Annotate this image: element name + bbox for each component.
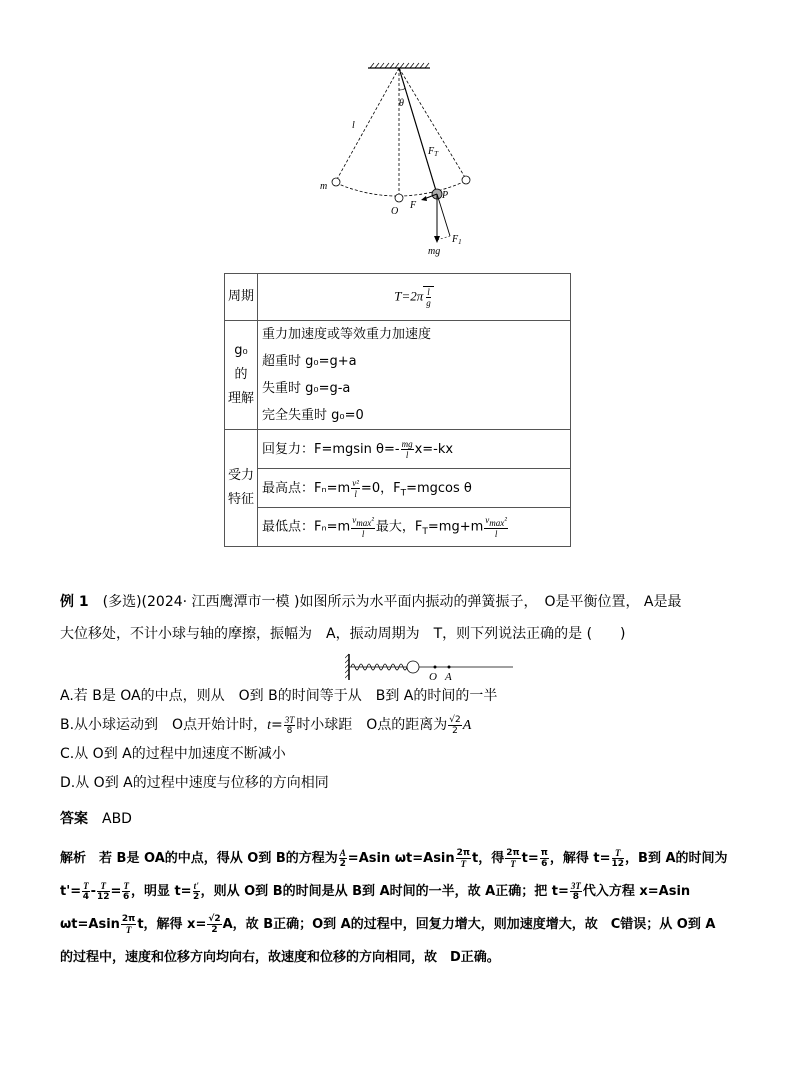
highest-tail: =0，F <box>360 481 401 496</box>
l-over-g <box>426 287 431 308</box>
label-p: P <box>442 190 449 201</box>
frac-num: T <box>612 848 625 859</box>
label-l: l <box>352 120 355 131</box>
frac-num: 2π <box>456 848 471 858</box>
t-sub: T <box>400 488 407 499</box>
g0-label-1: g₀的 <box>234 343 248 382</box>
t-sub: T <box>422 527 428 538</box>
period-formula: T=2π <box>394 288 424 304</box>
analysis-2e: 代入方程 x=Asin <box>582 884 691 899</box>
frac-den: T <box>460 859 467 869</box>
option-d: D.从 O到 A的过程中速度与位移的方向相同 <box>60 775 329 791</box>
sqrt2-over-2 <box>448 715 461 736</box>
point-o <box>434 666 437 669</box>
force-label-1: 受力 <box>228 468 255 483</box>
analysis-3a: ωt=Asin <box>60 917 120 932</box>
frac-den: 6 <box>123 892 130 902</box>
frac-num: 3T <box>284 714 295 725</box>
a-var: A <box>462 718 472 733</box>
option-c: C.从 O到 A的过程中加速度不断减小 <box>60 746 286 762</box>
frac-num: √2 <box>208 914 221 924</box>
frac-num: 2π <box>121 914 136 924</box>
label-f1 <box>451 234 462 246</box>
frac-num: $v_{max}^2$ <box>352 515 374 528</box>
option-b-pre: B.从小球运动到 O点开始计时， <box>60 717 268 733</box>
frac-den: 2 <box>452 725 458 736</box>
analysis-line-1 <box>60 842 740 875</box>
spring-diagram <box>345 652 515 682</box>
option-b-mid: 时小球距 O点的距离为 <box>296 717 448 733</box>
pendulum-summary-table <box>224 273 571 547</box>
frac-den: 2 <box>211 925 218 935</box>
t-var: t <box>267 718 271 733</box>
example-problem <box>60 586 740 974</box>
frac-num: A <box>339 848 346 858</box>
frac-den: 2 <box>192 892 200 902</box>
example-title: 例 1 <box>60 594 89 610</box>
frac-den: 12 <box>611 859 625 869</box>
t-over-6 <box>122 881 130 902</box>
sqrt-sign <box>423 286 434 308</box>
analysis-1d: t= <box>521 851 539 866</box>
row-g0 <box>225 321 571 430</box>
analysis <box>60 842 740 974</box>
analysis-line-3 <box>60 908 740 941</box>
analysis-1a: 若 B是 OA的中点，得从 O到 B的方程为 <box>99 851 338 866</box>
analysis-3c: A，故 B正确；O到 A的过程中，回复力增大，则加速度增大，故 C错误；从 O到 A <box>222 917 716 932</box>
g0-label <box>225 321 258 430</box>
label-mg: mg <box>428 246 441 257</box>
vmax2-over-l-2 <box>484 515 508 539</box>
t-over-12 <box>612 848 625 869</box>
t-over-12-2 <box>97 881 110 902</box>
v2-over-l <box>351 478 360 499</box>
answer-label: 答案 <box>60 811 88 827</box>
frac-num: T <box>97 881 110 892</box>
frac-den: l <box>361 528 365 539</box>
options <box>60 682 740 798</box>
frac-num: mg <box>401 439 413 449</box>
period-formula-cell <box>258 274 571 321</box>
highest-point <box>258 469 571 508</box>
ball-center <box>395 194 403 202</box>
period-label: 周期 <box>225 274 258 321</box>
label-f: F <box>410 200 417 211</box>
lowest-mid: 最大，F <box>375 519 423 535</box>
2pi-over-t-2 <box>505 848 520 869</box>
restoring-tail: x=-kx <box>414 442 454 457</box>
option-b: B.从小球运动到 O点开始计时，t= $\frac{3T}{8}$ 时小球距 O点的距离为 $\frac{√2}{2}$ A <box>60 714 472 736</box>
g0-line-4: 完全失重时 g₀=0 <box>262 408 364 423</box>
ball-left <box>332 178 340 186</box>
row-period <box>225 274 571 321</box>
row-lowest <box>225 508 571 547</box>
analysis-2a: t'= <box>60 884 82 899</box>
mg-over-l <box>401 439 414 460</box>
label-m: m <box>320 181 328 192</box>
vmax2-over-l <box>351 515 375 539</box>
analysis-label: 解析 <box>60 851 87 866</box>
frac-num: 2π <box>506 848 520 858</box>
frac-num: v² <box>352 478 359 488</box>
spring-oscillator-figure <box>345 652 740 682</box>
frac-num: T <box>83 881 89 891</box>
a-over-2 <box>339 848 347 869</box>
frac-den: 8 <box>286 725 293 736</box>
g0-line-1: 重力加速度或等效重力加速度 <box>262 327 432 342</box>
pendulum-diagram <box>300 58 510 263</box>
pendulum-figure <box>300 58 510 263</box>
frac-den: T <box>125 925 132 935</box>
pi-over-6 <box>540 848 549 869</box>
label-theta: θ <box>399 98 404 109</box>
frac-den: g <box>426 298 431 308</box>
frac-den: 8 <box>572 892 579 902</box>
g0-line-3: 失重时 g₀=g-a <box>262 381 351 396</box>
frac-num: π <box>540 848 548 858</box>
force-label <box>225 430 258 547</box>
analysis-1e: ，解得 t= <box>549 851 611 866</box>
lowest-text: 最低点：Fₙ=m <box>262 519 351 535</box>
force-label-2: 特征 <box>228 492 255 507</box>
example-text-1: (多选)(2024· 江西鹰潭市一模 )如图所示为水平面内振动的弹簧振子， O是平衡位置， A是最 <box>102 594 682 610</box>
frac-den: l <box>494 528 498 539</box>
g0-line-2: 超重时 g₀=g+a <box>262 354 357 369</box>
3t-over-8 <box>284 715 296 736</box>
lowest-point <box>258 508 571 547</box>
answer-line <box>60 804 740 834</box>
analysis-2c: ，明显 t= <box>130 884 192 899</box>
analysis-1f: ，B到 A的时间为 <box>625 851 728 866</box>
row-highest <box>225 469 571 508</box>
frac-den: T <box>510 859 516 869</box>
tprime-over-2 <box>193 881 200 902</box>
analysis-1c: t，得 <box>472 851 505 866</box>
option-a: A.若 B是 OA的中点，则从 O到 B的时间等于从 B到 A的时间的一半 <box>60 688 498 704</box>
label-ft-main: F <box>428 146 435 157</box>
restoring-text: 回复力：F=mgsin θ=- <box>262 442 400 457</box>
2pi-over-t <box>456 848 471 869</box>
frac-den: 2 <box>339 859 346 869</box>
example-line-1 <box>60 586 740 618</box>
spring-label-o: O <box>429 671 437 682</box>
oscillator-ball <box>407 661 419 673</box>
ball-right <box>462 176 470 184</box>
2pi-over-t-3 <box>121 914 136 935</box>
frac-num: T <box>123 881 129 891</box>
frac-den: 12 <box>97 892 110 902</box>
analysis-2d: ，则从 O到 B的时间是从 B到 A时间的一半，故 A正确；把 t= <box>200 884 569 899</box>
label-f1-sub: 1 <box>458 238 462 246</box>
label-ft-sub: T <box>434 150 439 158</box>
frac-den: 4 <box>82 892 89 902</box>
frac-num: t' <box>193 881 199 891</box>
frac-den: l <box>405 450 409 460</box>
answer-value: ABD <box>102 811 132 827</box>
label-f1-main: F <box>452 234 459 245</box>
restoring-force <box>258 430 571 469</box>
spring-label-a: A <box>445 671 452 682</box>
highest-tail2: =mgcos θ <box>406 481 472 496</box>
row-restoring <box>225 430 571 469</box>
label-ft <box>427 146 439 158</box>
label-o: O <box>391 206 399 217</box>
g0-label-2: 理解 <box>228 391 255 406</box>
frac-den: 6 <box>541 859 548 869</box>
highest-text: 最高点：Fₙ=m <box>262 481 351 496</box>
sqrt2-over-2-2 <box>207 914 221 935</box>
analysis-2b: = <box>110 884 122 899</box>
t-over-4 <box>82 881 90 902</box>
point-a <box>448 666 451 669</box>
frac-num: $v_{max}^2$ <box>485 515 507 528</box>
analysis-1b: =Asin ωt=Asin <box>347 851 455 866</box>
frac-num: l <box>427 287 430 297</box>
frac-num: 3T <box>570 881 581 891</box>
lowest-tail: =mg+m <box>427 519 484 535</box>
analysis-line-4: 的过程中，速度和位移方向均向右，故速度和位移的方向相同，故 D正确。 <box>60 950 500 965</box>
frac-num: √2 <box>449 714 461 725</box>
example-line-2: 大位移处，不计小球与轴的摩擦，振幅为 A，振动周期为 T，则下列说法正确的是 ( ) <box>60 626 626 642</box>
frac-den: l <box>354 489 357 499</box>
3t-over-8-2 <box>570 881 582 902</box>
analysis-3b: t，解得 x= <box>137 917 207 932</box>
g0-content <box>258 321 571 430</box>
analysis-line-2: t'= $\frac{T}{4}$ - $\frac{T}{12}$ = $\frac{T}{6}$ ，明显 t= $\frac{t'}{2}$ ，则从 O到 B的时间是从 B到 A时间的一半，故 A正确；把 t= $\frac{3T}{8}$ 代入方程 x=Asin <box>60 881 691 902</box>
